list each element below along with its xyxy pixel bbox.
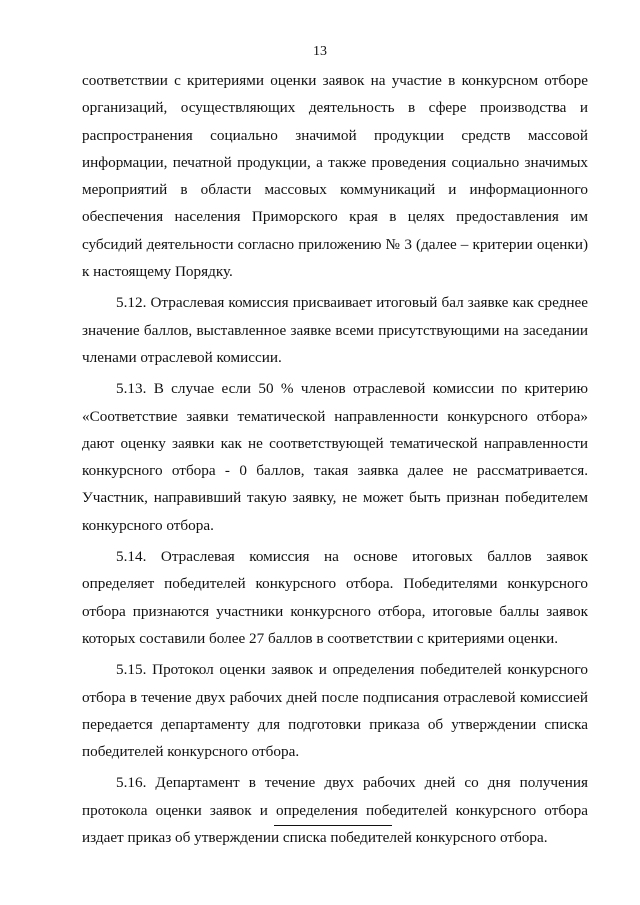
end-separator-line xyxy=(274,825,392,826)
paragraph-5-15: 5.15. Протокол оценки заявок и определения победителей конкурсного отбора в течение двух рабочих дней после подписания отраслевой комиссией передается департаменту для подготовки приказа об утверждении списка победителей конкурсного отбора. xyxy=(82,661,588,761)
paragraph-5-16: 5.16. Департамент в течение двух рабочих дней со дня получения протокола оценки заявок и определения победителей конкурсного отбора издает приказ об утверждении списка победителей конкурсного отбора. xyxy=(82,774,588,847)
paragraph-5-13: 5.13. В случае если 50 % членов отраслевой комиссии по критерию «Соответствие заявки тематической направленности конкурсного отбора» дают оценку заявки как не соответствующей тематической направленности конкурсного отбора - 0 баллов, такая заявка далее не рассматривается. Участник, направивший такую заявку, не может быть признан победителем конкурсного отбора. xyxy=(82,380,588,534)
paragraph-5-12: 5.12. Отраслевая комиссия присваивает итоговый бал заявке как среднее значение баллов, выставленное заявке всеми присутствующими на заседании членами отраслевой комиссии. xyxy=(82,294,588,366)
paragraph-continuation: соответствии с критериями оценки заявок на участие в конкурсном отборе организаций, осуществляющих деятельность в сфере производства и распространения социально значимой продукции средств массовой информации, печатной продукции, а также проведения социально значимых мероприятий в области массовых коммуникаций и информационного обеспечения населения Приморского края в целях предоставления им субсидий деятельности согласно приложению № 3 (далее – критерии оценки) к настоящему Порядку. xyxy=(82,72,588,281)
paragraph-5-14: 5.14. Отраслевая комиссия на основе итоговых баллов заявок определяет победителей конкурсного отбора. Победителями конкурсного отбора признаются участники конкурсного отбора, итоговые баллы заявок которых составили более 27 баллов в соответствии с критериями оценки. xyxy=(82,548,588,647)
page-number: 13 xyxy=(313,44,327,59)
document-body xyxy=(82,67,588,855)
